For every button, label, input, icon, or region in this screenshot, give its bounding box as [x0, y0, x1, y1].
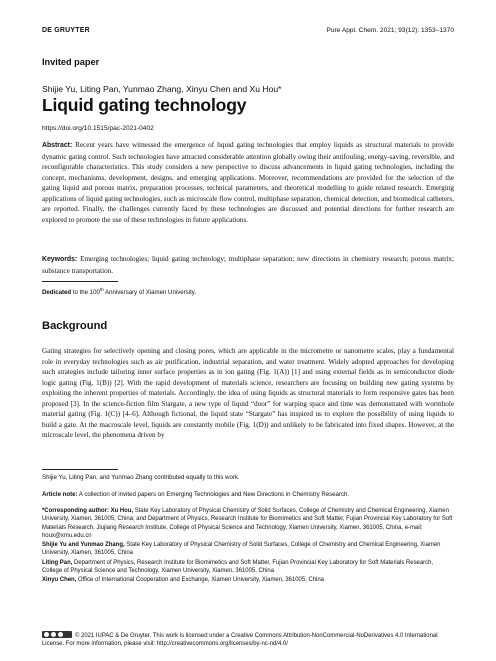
dedication-text: to the 100	[71, 289, 100, 297]
abstract	[42, 140, 454, 225]
abstract-label: Abstract:	[42, 142, 73, 149]
article-title: Liquid gating technology	[42, 95, 247, 115]
journal-citation: Pure Appl. Chem. 2021; 93(12): 1353–1370	[326, 27, 454, 34]
article-note-label: Article note:	[42, 491, 78, 498]
dedication-label: Dedicated	[42, 289, 72, 297]
section-heading: Background	[42, 320, 108, 332]
dedication	[42, 287, 196, 296]
doi-link[interactable]: https://doi.org/10.1515/pac-2021-0402	[42, 125, 154, 132]
license-notice	[42, 631, 454, 649]
affiliation-author: *Corresponding author: Xu Hou,	[42, 508, 134, 514]
affiliation-entry	[42, 576, 454, 584]
equal-contribution-note: Shijie Yu, Liting Pan, and Yunmao Zhang contributed equally to this work.	[42, 474, 240, 481]
affiliation-text: State Key Laboratory of Physical Chemistry of Solid Surfaces, College of Chemistry and Chemical Engineering, Xiamen University, Xiamen, 361005, China	[42, 542, 441, 557]
affiliation-author: Xinyu Chen,	[42, 577, 77, 584]
body-paragraph: Gating strategies for selectively opening and closing pores, which are applicable in the micrometre or nanometre scales, play a fundamental role in everyday technologies such as air purification, industrial separation, and water treatment. Widely adopted approaches for developing such strategies include tailoring inner surface properties as in ion gating (Fig. 1(A)) [1] and using external fields as in semiconductor diode logic gating (Fig. 1(B)) [2]. With the rapid development of materials science, researchers are focusing on building new gating systems by exploiting the inherent properties of materials. Accordingly, the idea of using liquids as structural materials to form responsive gates has been proposed [3]. In the science-fiction film Stargate, a new type of liquid “door” for warping space and time was demonstrated with wormhole material gating (Fig. 1(C)) [4–6]. Although fictional, the liquid state “Stargate” has inspired us to explore the possibility of using liquids to build a gate. At the macroscale level, liquids are constantly mobile (Fig. 1(D)) and unlikely to be fabricated into fixed shapes. However, at the microscale level, the phenomena driven by	[42, 347, 454, 440]
footnote-divider	[42, 469, 118, 470]
license-text: © 2021 IUPAC & De Gruyter. This work is licensed under a Creative Commons Attribution-NonCommercial-NoDerivatives 4.0 International License. For more information, please visit: http://creativecommons.org/licenses/by-nc-nd/4.0/	[42, 633, 438, 648]
keywords	[42, 254, 454, 276]
dedication-superscript: th	[99, 287, 104, 292]
publisher-name: DE GRUYTER	[42, 27, 90, 34]
affiliation-author: Liting Pan,	[42, 559, 73, 566]
affiliation-entry	[42, 541, 454, 558]
affiliation-entry	[42, 507, 454, 540]
affiliations	[42, 507, 454, 586]
divider	[42, 281, 118, 282]
author-list: Shijie Yu, Liting Pan, Yunmao Zhang, Xinyu Chen and Xu Hou*	[42, 84, 282, 94]
keywords-label: Keywords:	[42, 256, 78, 263]
affiliation-text: Office of International Cooperation and Exchange, Xiamen University, Xiamen, 361005, China	[76, 577, 324, 584]
article-type: Invited paper	[42, 57, 100, 67]
affiliation-author: Shijie Yu and Yunmao Zhang,	[42, 542, 125, 549]
cc-license-icon	[42, 631, 72, 638]
affiliation-text: Department of Physics, Research Institute for Biomimetics and Soft Matter, Fujian Provincial Key Laboratory for Soft Materials Research, College of Physical Science and Technology, Xiamen University, Xiamen, 361005, China	[42, 559, 434, 575]
affiliation-entry	[42, 559, 454, 576]
article-note-text: A collection of invited papers on Emerging Technologies and New Directions in Chemistry Research.	[77, 491, 350, 498]
article-note	[42, 491, 349, 498]
affiliation-text: State Key Laboratory of Physical Chemistry of Solid Surfaces, College of Chemistry and Chemical Engineering, Xiamen University, Xiamen, 361005, China; and Department of Physics, Research Institute for Biomimetics and Soft Matter, Fujian Provincial Key Laboratory for Soft Materials Research, Jiujiang Research Institute, College of Physical Science and Technology, Xiamen University, Xiamen, 361005, China, e-mail: houx@xmu.edu.cn	[42, 508, 453, 539]
abstract-text: Recent years have witnessed the emergence of liquid gating technologies that employ liquids as structural materials to provide dynamic gating control. Such technologies have attracted considerable attention globally owing their antifouling, energy-saving, reversible, and reconfigurable characteristics. This study considers a new perspective to discuss advancements in liquid gating technologies, including the concept, mechanisms, development, designs, and emerging applications. Moreover, recommendations are provided for the selection of the gating liquid and porous matrix, preparation processes, technical parameters, and theoretical modelling to guide related research. Emerging applications of liquid gating technologies, such as microscale flow control, multiphase separation, chemical detection, and biomedical catheters, are reported. Finally, the challenges currently faced by these technologies are discussed and potential directions for further research are explored to promote the use of these technologies in future applications.	[42, 141, 454, 224]
keywords-text: Emerging technologies; liquid gating technology; multiphase separation; new directions in chemistry research; porous matrix; substance transportation.	[42, 255, 454, 275]
dedication-text-end: Anniversary of Xiamen University.	[103, 289, 197, 297]
